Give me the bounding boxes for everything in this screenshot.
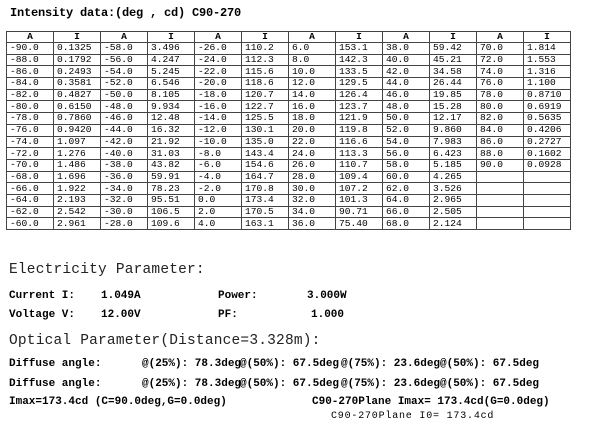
plane-imax: C90-270Plane Imax= 173.4cd(G=0.0deg) (312, 396, 550, 408)
intensity-cell: 116.6 (336, 136, 383, 148)
table-row (7, 113, 571, 125)
angle-cell: -30.0 (101, 206, 148, 218)
intensity-cell: 2.505 (430, 206, 477, 218)
table-row (7, 171, 571, 183)
column-header: I (430, 32, 477, 43)
angle-cell (477, 171, 524, 183)
table-row (7, 124, 571, 136)
intensity-cell: 123.7 (336, 101, 383, 113)
angle-cell: 26.0 (289, 159, 336, 171)
optical-heading: Optical Parameter(Distance=3.328m): (9, 333, 321, 349)
intensity-cell: 0.1602 (524, 148, 571, 160)
angle-cell: -90.0 (7, 43, 54, 55)
intensity-cell: 122.7 (242, 101, 289, 113)
intensity-cell: 121.9 (336, 113, 383, 125)
angle-cell: -42.0 (101, 136, 148, 148)
diffuse-50: @(50%): 67.5deg (240, 378, 340, 390)
diffuse-25: @(25%): 78.3deg (142, 378, 242, 390)
table-row (7, 218, 571, 230)
angle-cell: -24.0 (195, 54, 242, 66)
angle-cell: -54.0 (101, 66, 148, 78)
column-header: A (383, 32, 430, 43)
intensity-cell (524, 218, 571, 230)
angle-cell: 16.0 (289, 101, 336, 113)
intensity-cell: 1.486 (54, 159, 101, 171)
angle-cell: 18.0 (289, 113, 336, 125)
angle-cell: -44.0 (101, 124, 148, 136)
intensity-cell: 0.6150 (54, 101, 101, 113)
diffuse-75: @(75%): 23.6deg (341, 378, 441, 390)
intensity-cell: 9.860 (430, 124, 477, 136)
angle-cell: -10.0 (195, 136, 242, 148)
intensity-cell: 170.5 (242, 206, 289, 218)
intensity-cell: 3.526 (430, 183, 477, 195)
angle-cell: -52.0 (101, 78, 148, 90)
angle-cell: 90.0 (477, 159, 524, 171)
angle-cell: 10.0 (289, 66, 336, 78)
angle-cell (477, 218, 524, 230)
angle-cell: 40.0 (383, 54, 430, 66)
angle-cell: -6.0 (195, 159, 242, 171)
intensity-cell: 26.44 (430, 78, 477, 90)
intensity-cell: 0.7860 (54, 113, 101, 125)
power-label: Power: (218, 290, 258, 302)
angle-cell: 20.0 (289, 124, 336, 136)
intensity-cell: 0.5635 (524, 113, 571, 125)
angle-cell: -48.0 (101, 101, 148, 113)
intensity-cell: 0.1325 (54, 43, 101, 55)
intensity-cell: 0.8710 (524, 89, 571, 101)
angle-cell: -8.0 (195, 148, 242, 160)
intensity-cell: 0.3581 (54, 78, 101, 90)
diffuse-50-second: @(50%): 67.5deg (440, 378, 540, 390)
angle-cell: -84.0 (7, 78, 54, 90)
intensity-cell: 31.03 (148, 148, 195, 160)
angle-cell: -74.0 (7, 136, 54, 148)
angle-cell: 62.0 (383, 183, 430, 195)
column-header: A (289, 32, 336, 43)
angle-cell: -22.0 (195, 66, 242, 78)
column-header: A (195, 32, 242, 43)
intensity-cell: 6.423 (430, 148, 477, 160)
angle-cell: 44.0 (383, 78, 430, 90)
intensity-cell: 95.51 (148, 194, 195, 206)
intensity-cell: 130.1 (242, 124, 289, 136)
table-row (7, 148, 571, 160)
intensity-cell: 153.1 (336, 43, 383, 55)
table-row (7, 78, 571, 90)
intensity-cell: 59.91 (148, 171, 195, 183)
angle-cell: -28.0 (101, 218, 148, 230)
angle-cell: -82.0 (7, 89, 54, 101)
intensity-cell: 2.961 (54, 218, 101, 230)
intensity-cell: 2.124 (430, 218, 477, 230)
table-body (7, 43, 571, 230)
table-row (7, 159, 571, 171)
intensity-cell: 2.542 (54, 206, 101, 218)
intensity-cell: 109.6 (148, 218, 195, 230)
intensity-cell: 7.983 (430, 136, 477, 148)
intensity-cell (524, 171, 571, 183)
angle-cell: 14.0 (289, 89, 336, 101)
angle-cell: -66.0 (7, 183, 54, 195)
intensity-cell: 12.48 (148, 113, 195, 125)
table-row (7, 54, 571, 66)
intensity-cell: 6.546 (148, 78, 195, 90)
diffuse-25: @(25%): 78.3deg (142, 358, 242, 370)
angle-cell: 32.0 (289, 194, 336, 206)
column-header: A (7, 32, 54, 43)
intensity-cell: 101.3 (336, 194, 383, 206)
angle-cell: 60.0 (383, 171, 430, 183)
intensity-cell: 0.2727 (524, 136, 571, 148)
intensity-cell: 21.92 (148, 136, 195, 148)
angle-cell: 52.0 (383, 124, 430, 136)
table-row (7, 194, 571, 206)
intensity-cell: 5.185 (430, 159, 477, 171)
angle-cell: 64.0 (383, 194, 430, 206)
angle-cell: 6.0 (289, 43, 336, 55)
angle-cell: -16.0 (195, 101, 242, 113)
diffuse-50: @(50%): 67.5deg (240, 358, 340, 370)
angle-cell: -64.0 (7, 194, 54, 206)
intensity-cell: 1.276 (54, 148, 101, 160)
intensity-cell: 15.28 (430, 101, 477, 113)
table-row (7, 183, 571, 195)
table-row (7, 43, 571, 55)
table-row (7, 66, 571, 78)
table-row (7, 101, 571, 113)
angle-cell: -18.0 (195, 89, 242, 101)
intensity-cell: 109.4 (336, 171, 383, 183)
angle-cell: 12.0 (289, 78, 336, 90)
intensity-cell (524, 183, 571, 195)
intensity-cell: 110.7 (336, 159, 383, 171)
table-row (7, 206, 571, 218)
angle-cell: 80.0 (477, 101, 524, 113)
intensity-cell: 4.265 (430, 171, 477, 183)
angle-cell: -40.0 (101, 148, 148, 160)
intensity-cell: 1.696 (54, 171, 101, 183)
intensity-table (6, 31, 571, 230)
power-value: 3.000W (307, 290, 347, 302)
intensity-cell: 170.8 (242, 183, 289, 195)
angle-cell: -70.0 (7, 159, 54, 171)
intensity-cell: 5.245 (148, 66, 195, 78)
angle-cell: -68.0 (7, 171, 54, 183)
angle-cell: -78.0 (7, 113, 54, 125)
intensity-cell: 107.2 (336, 183, 383, 195)
intensity-cell (524, 206, 571, 218)
angle-cell: 34.0 (289, 206, 336, 218)
angle-cell: 82.0 (477, 113, 524, 125)
current-label: Current I: (9, 290, 76, 302)
intensity-cell: 1.814 (524, 43, 571, 55)
intensity-cell: 119.8 (336, 124, 383, 136)
intensity-cell: 154.6 (242, 159, 289, 171)
intensity-cell: 8.105 (148, 89, 195, 101)
intensity-cell: 1.922 (54, 183, 101, 195)
angle-cell: -36.0 (101, 171, 148, 183)
plane-i0: C90-270Plane I0= 173.4cd (331, 411, 495, 422)
angle-cell: 78.0 (477, 89, 524, 101)
angle-cell: -76.0 (7, 124, 54, 136)
angle-cell: 86.0 (477, 136, 524, 148)
intensity-cell (524, 194, 571, 206)
angle-cell: 36.0 (289, 218, 336, 230)
intensity-cell: 0.4827 (54, 89, 101, 101)
intensity-cell: 129.5 (336, 78, 383, 90)
angle-cell: -34.0 (101, 183, 148, 195)
intensity-cell: 4.247 (148, 54, 195, 66)
angle-cell: -46.0 (101, 113, 148, 125)
intensity-cell: 113.3 (336, 148, 383, 160)
intensity-cell: 34.58 (430, 66, 477, 78)
angle-cell: 42.0 (383, 66, 430, 78)
angle-cell: -4.0 (195, 171, 242, 183)
angle-cell: -14.0 (195, 113, 242, 125)
voltage-label: Voltage V: (9, 309, 76, 321)
intensity-cell: 45.21 (430, 54, 477, 66)
intensity-cell: 118.6 (242, 78, 289, 90)
angle-cell: -88.0 (7, 54, 54, 66)
intensity-cell: 110.2 (242, 43, 289, 55)
column-header: I (524, 32, 571, 43)
electricity-heading: Electricity Parameter: (9, 262, 205, 278)
intensity-cell: 1.316 (524, 66, 571, 78)
angle-cell: -56.0 (101, 54, 148, 66)
intensity-cell: 0.9420 (54, 124, 101, 136)
column-header: I (336, 32, 383, 43)
intensity-cell: 142.3 (336, 54, 383, 66)
diffuse-label: Diffuse angle: (9, 358, 102, 370)
intensity-cell: 106.5 (148, 206, 195, 218)
angle-cell (477, 206, 524, 218)
angle-cell: -20.0 (195, 78, 242, 90)
page-title: Intensity data:(deg , cd) C90-270 (10, 6, 242, 20)
angle-cell: 30.0 (289, 183, 336, 195)
angle-cell: 70.0 (477, 43, 524, 55)
angle-cell: 24.0 (289, 148, 336, 160)
intensity-cell: 3.496 (148, 43, 195, 55)
angle-cell: -86.0 (7, 66, 54, 78)
intensity-cell: 120.7 (242, 89, 289, 101)
angle-cell: -58.0 (101, 43, 148, 55)
angle-cell: 68.0 (383, 218, 430, 230)
pf-value: 1.000 (311, 309, 345, 321)
column-header: A (101, 32, 148, 43)
intensity-cell: 112.3 (242, 54, 289, 66)
intensity-cell: 1.553 (524, 54, 571, 66)
intensity-cell: 2.965 (430, 194, 477, 206)
table-header-row (7, 32, 571, 43)
intensity-cell: 0.2493 (54, 66, 101, 78)
intensity-cell: 59.42 (430, 43, 477, 55)
angle-cell: -80.0 (7, 101, 54, 113)
angle-cell: 76.0 (477, 78, 524, 90)
intensity-cell: 78.23 (148, 183, 195, 195)
intensity-cell: 0.1792 (54, 54, 101, 66)
angle-cell (477, 183, 524, 195)
angle-cell: 54.0 (383, 136, 430, 148)
intensity-cell: 16.32 (148, 124, 195, 136)
intensity-cell: 163.1 (242, 218, 289, 230)
table-row (7, 136, 571, 148)
angle-cell: -50.0 (101, 89, 148, 101)
column-header: I (148, 32, 195, 43)
diffuse-50-second: @(50%): 67.5deg (440, 358, 540, 370)
table-row (7, 89, 571, 101)
angle-cell: 50.0 (383, 113, 430, 125)
angle-cell: 22.0 (289, 136, 336, 148)
angle-cell: -2.0 (195, 183, 242, 195)
angle-cell: -62.0 (7, 206, 54, 218)
angle-cell: 0.0 (195, 194, 242, 206)
angle-cell: 88.0 (477, 148, 524, 160)
pf-label: PF: (218, 309, 238, 321)
angle-cell: 48.0 (383, 101, 430, 113)
angle-cell: 8.0 (289, 54, 336, 66)
angle-cell: 38.0 (383, 43, 430, 55)
intensity-cell: 125.5 (242, 113, 289, 125)
intensity-cell: 19.85 (430, 89, 477, 101)
angle-cell: 2.0 (195, 206, 242, 218)
intensity-cell: 143.4 (242, 148, 289, 160)
angle-cell: -32.0 (101, 194, 148, 206)
intensity-cell: 43.82 (148, 159, 195, 171)
angle-cell: 28.0 (289, 171, 336, 183)
intensity-cell: 164.7 (242, 171, 289, 183)
intensity-cell: 115.6 (242, 66, 289, 78)
angle-cell: 66.0 (383, 206, 430, 218)
angle-cell: -72.0 (7, 148, 54, 160)
angle-cell: 84.0 (477, 124, 524, 136)
imax-summary: Imax=173.4cd (C=90.0deg,G=0.0deg) (9, 396, 227, 408)
angle-cell (477, 194, 524, 206)
diffuse-label: Diffuse angle: (9, 378, 102, 390)
current-value: 1.049A (101, 290, 141, 302)
angle-cell: -38.0 (101, 159, 148, 171)
intensity-cell: 75.40 (336, 218, 383, 230)
angle-cell: 72.0 (477, 54, 524, 66)
column-header: I (242, 32, 289, 43)
intensity-cell: 135.0 (242, 136, 289, 148)
angle-cell: 46.0 (383, 89, 430, 101)
intensity-cell: 2.193 (54, 194, 101, 206)
voltage-value: 12.00V (101, 309, 141, 321)
angle-cell: 4.0 (195, 218, 242, 230)
intensity-cell: 90.71 (336, 206, 383, 218)
intensity-cell: 133.5 (336, 66, 383, 78)
intensity-cell: 0.4206 (524, 124, 571, 136)
angle-cell: -26.0 (195, 43, 242, 55)
intensity-cell: 12.17 (430, 113, 477, 125)
angle-cell: 56.0 (383, 148, 430, 160)
intensity-cell: 0.0928 (524, 159, 571, 171)
angle-cell: 74.0 (477, 66, 524, 78)
angle-cell: -12.0 (195, 124, 242, 136)
angle-cell: -60.0 (7, 218, 54, 230)
intensity-cell: 1.100 (524, 78, 571, 90)
intensity-cell: 126.4 (336, 89, 383, 101)
angle-cell: 58.0 (383, 159, 430, 171)
intensity-cell: 173.4 (242, 194, 289, 206)
intensity-cell: 1.097 (54, 136, 101, 148)
column-header: I (54, 32, 101, 43)
intensity-cell: 0.6919 (524, 101, 571, 113)
diffuse-75: @(75%): 23.6deg (341, 358, 441, 370)
intensity-cell: 9.934 (148, 101, 195, 113)
column-header: A (477, 32, 524, 43)
